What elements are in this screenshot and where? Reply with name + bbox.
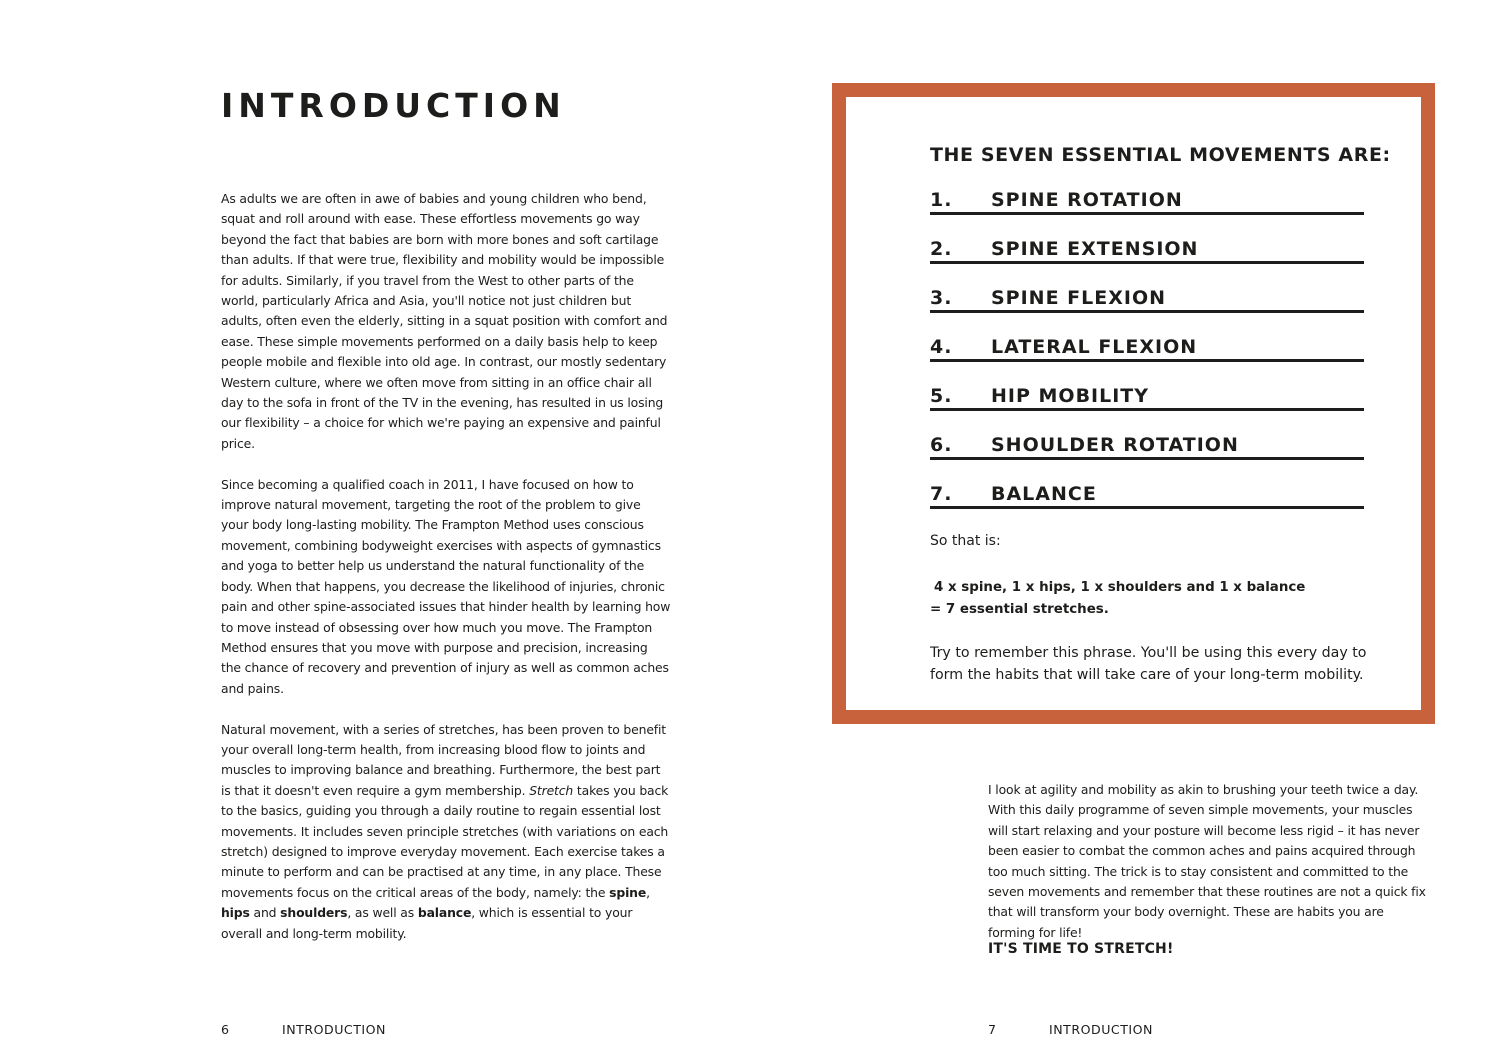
movements-list [930, 189, 1364, 532]
intro-paragraph-2: Since becoming a qualified coach in 2011, I have focused on how to improve natural movement, targeting the root of the problem to give your body long-lasting mobility. The Frampton Method uses conscious movement, combining bodyweight exercises with aspects of gymnastics and yoga to better help us understand the natural functionality of the body. When that happens, you decrease the likelihood of injuries, chronic pain and other spine-associated issues that hinder health by learning how to move instead of obsessing over how much you move. The Frampton Method ensures that you move with purpose and precision, increasing the chance of recovery and prevention of injury as well as common aches and pains. [221, 476, 671, 696]
intro-paragraph-1: As adults we are often in awe of babies and young children who bend, squat and roll around with ease. These effortless movements go way beyond the fact that babies are born with more bones and soft cartilage than adults. If that were true, flexibility and mobility would be impossible for adults. Similarly, if you travel from the West to other parts of the world, particularly Africa and Asia, you'll notice not just children but adults, often even the elderly, sitting in a squat position with comfort and ease. These simple movements performed on a daily basis help to keep people mobile and flexible into old age. In contrast, our mostly sedentary Western culture, where we often move from sitting in an office chair all day to the sofa in front of the TV in the evening, has resulted in us losing our flexibility – a choice for which we're paying an expensive and painful price. [221, 191, 668, 451]
book-title-italic: Stretch [529, 782, 574, 798]
call-to-action: IT'S TIME TO STRETCH! [988, 941, 1174, 957]
movement-name: BALANCE [991, 483, 1097, 505]
text-run: , which is essential to your overall and long-term mobility. [221, 905, 633, 941]
movement-number: 2. [930, 238, 953, 260]
movement-name: SPINE EXTENSION [991, 238, 1199, 260]
intro-paragraph-3 [221, 720, 671, 944]
movement-number: 1. [930, 189, 953, 211]
page-number: 7 [988, 1022, 997, 1037]
text-run: takes you back to the basics, guiding you through a daily routine to regain essential lost movements. It includes seven principle stretches (with variations on each stretch) designed to improve everyday movement. Each exercise takes a minute to perform and can be practised at any time, in any place. These movements focus on the critical areas of the body, namely: the [221, 782, 669, 900]
movement-item [930, 434, 1364, 460]
movement-number: 4. [930, 336, 953, 358]
intro-body [221, 189, 671, 964]
movements-box [832, 83, 1435, 724]
formula-line: = 7 essential stretches. [930, 602, 1109, 617]
running-head: INTRODUCTION [1049, 1022, 1153, 1037]
movement-item [930, 483, 1364, 509]
movement-number: 7. [930, 483, 953, 505]
movement-item [930, 189, 1364, 215]
emphasis-spine: spine [609, 884, 647, 900]
emphasis-balance: balance [417, 905, 472, 921]
text-run: and [249, 905, 281, 921]
movement-name: HIP MOBILITY [991, 385, 1150, 407]
text-run: , as well as [347, 905, 418, 921]
movement-name: SPINE ROTATION [991, 189, 1183, 211]
movement-number: 5. [930, 385, 953, 407]
movement-number: 3. [930, 287, 953, 309]
movement-name: SHOULDER ROTATION [991, 434, 1239, 456]
movement-formula [930, 577, 1305, 621]
movement-item [930, 336, 1364, 362]
movement-name: SPINE FLEXION [991, 287, 1167, 309]
movement-number: 6. [930, 434, 953, 456]
running-head: INTRODUCTION [282, 1022, 386, 1037]
right-paragraph: I look at agility and mobility as akin to brushing your teeth twice a day. With this daily programme of seven simple movements, your muscles will start relaxing and your posture will become less rigid – it has never been easier to combat the common aches and pains acquired through too much sitting. The trick is to stay consistent and committed to the seven movements and remember that these routines are not a quick fix that will transform your body overnight. These are habits you are forming for life! [988, 782, 1426, 940]
text-run: , [646, 884, 650, 900]
movement-item [930, 287, 1364, 313]
movement-name: LATERAL FLEXION [991, 336, 1198, 358]
formula-line: 4 x spine, 1 x hips, 1 x shoulders and 1 x balance [934, 580, 1306, 595]
remember-note: Try to remember this phrase. You'll be using this every day to form the habits that will take care of your long-term mobility. [930, 645, 1367, 683]
so-that-is-label: So that is: [930, 533, 1001, 549]
emphasis-shoulders: shoulders [280, 905, 348, 921]
page-number: 6 [221, 1022, 230, 1037]
page-heading: INTRODUCTION [221, 86, 566, 125]
movement-item [930, 385, 1364, 411]
emphasis-hips: hips [221, 905, 250, 921]
movements-box-title: THE SEVEN ESSENTIAL MOVEMENTS ARE: [930, 144, 1391, 166]
text-run: Natural movement, with a series of stretches, has been proven to benefit your overall long-term health, from increasing blood flow to joints and muscles to improving balance and breathing. Furthermore, the best part is that it doesn't even require a gym membership. [221, 721, 667, 798]
movement-item [930, 238, 1364, 264]
